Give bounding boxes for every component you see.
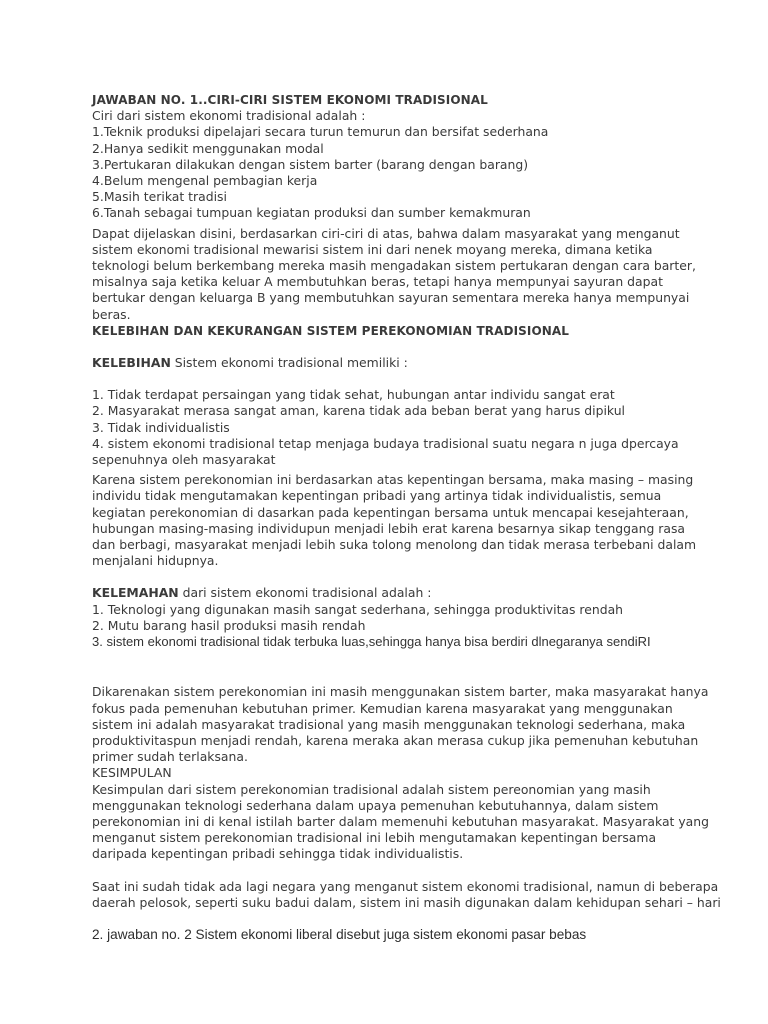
list-item: sepenuhnya oleh masyarakat [92, 452, 276, 468]
list-item: 2. Masyarakat merasa sangat aman, karena tidak ada beban berat yang harus dipikul [92, 403, 625, 419]
list-item: 3.Pertukaran dilakukan dengan sistem barter (barang dengan barang) [92, 156, 529, 172]
paragraph-line: individu tidak mengutamakan kepentingan pribadi yang artinya tidak individualistis, semua [92, 488, 662, 504]
section-heading-kelebihan-kekurangan: KELEBIHAN DAN KEKURANGAN SISTEM PEREKONOMIAN TRADISIONAL [92, 323, 570, 338]
intro-text: Ciri dari sistem ekonomi tradisional adalah : [92, 108, 366, 124]
paragraph-line: primer sudah terlaksana. [92, 749, 248, 765]
paragraph-line: perekonomian ini di kenal istilah barter dalam memenuhi kebutuhan masyarakat. Masyarakat yang [92, 813, 709, 829]
paragraph-line: beras. [92, 306, 131, 322]
paragraph-line: misalnya saja ketika keluar A membutuhkan beras, tetapi hanya mempunyai sayuran dapat [92, 274, 663, 290]
section-heading-jawaban-2: 2. jawaban no. 2 Sistem ekonomi liberal disebut juga sistem ekonomi pasar bebas [92, 926, 587, 942]
paragraph-line: produktivitaspun menjadi rendah, karena meraka akan merasa cukup jika pemenuhan kebutuhan [92, 732, 699, 748]
paragraph-line: hubungan masing-masing individupun menjadi lebih erat karena besarnya sikap tenggang rasa [92, 520, 686, 536]
paragraph-line: Dikarenakan sistem perekonomian ini masih menggunakan sistem barter, maka masyarakat hanya [92, 684, 709, 700]
document-page [92, 92, 721, 943]
list-item: 3. sistem ekonomi tradisional tidak terbuka luas,sehingga hanya bisa berdiri dlnegaranya sendiRI [92, 634, 651, 650]
paragraph-line: kegiatan perekonomian di dasarkan pada kepentingan bersama untuk mencapai kesejahteraan, [92, 504, 689, 520]
paragraph-line: dan berbagi, masyarakat menjadi lebih suka tolong menolong dan tidak merasa terbebani dalam [92, 537, 697, 553]
paragraph-line: fokus pada pemenuhan kebutuhan primer. Kemudian karena masyarakat yang menggunakan [92, 700, 673, 716]
paragraph-line: daripada kepentingan pribadi sehingga tidak individualistis. [92, 846, 464, 862]
paragraph-line: menggunakan teknologi sederhana dalam upaya pemenuhan kebutuhannya, dalam sistem [92, 797, 659, 813]
list-item: 4.Belum mengenal pembagian kerja [92, 173, 318, 189]
paragraph-line: bertukar dengan keluarga B yang membutuhkan sayuran sementara mereka hanya mempunyai [92, 290, 690, 306]
list-item: 4. sistem ekonomi tradisional tetap menjaga budaya tradisional suatu negara n juga dpercaya [92, 435, 679, 451]
section-heading-ciri: JAWABAN NO. 1..CIRI-CIRI SISTEM EKONOMI TRADISIONAL [92, 93, 488, 107]
kelemahan-intro [92, 585, 692, 601]
list-item: 1.Teknik produksi dipelajari secara turun temurun dan bersifat sederhana [92, 124, 549, 140]
kelemahan-intro-text: dari sistem ekonomi tradisional adalah : [178, 585, 432, 601]
list-item: 2.Hanya sedikit menggunakan modal [92, 140, 324, 156]
list-item: 5.Masih terikat tradisi [92, 189, 227, 205]
paragraph-line: daerah pelosok, seperti suku badui dalam, sistem ini masih digunakan dalam kehidupan sehari – hari [92, 894, 721, 910]
paragraph-line: menganut sistem perekonomian tradisional ini lebih mengutamakan kepentingan bersama [92, 830, 657, 846]
list-item: 1. Teknologi yang digunakan masih sangat sederhana, sehingga produktivitas rendah [92, 601, 624, 617]
paragraph-line: Saat ini sudah tidak ada lagi negara yang menganut sistem ekonomi tradisional, namun di beberapa [92, 878, 719, 894]
list-item: 3. Tidak individualistis [92, 419, 230, 435]
paragraph-line: Kesimpulan dari sistem perekonomian tradisional adalah sistem pereonomian yang masih [92, 781, 651, 797]
kelebihan-intro-text: Sistem ekonomi tradisional memiliki : [170, 355, 408, 371]
paragraph-line: teknologi belum berkembang mereka masih mengadakan sistem pertukaran dengan cara barter, [92, 258, 696, 274]
list-item: 1. Tidak terdapat persaingan yang tidak sehat, hubungan antar individu sangat erat [92, 387, 615, 403]
list-item: 6.Tanah sebagai tumpuan kegiatan produksi dan sumber kemakmuran [92, 205, 531, 221]
paragraph-line: sistem ini adalah masyarakat tradisional yang masih menggunakan teknologi sederhana, maka [92, 716, 686, 732]
kelemahan-label: KELEMAHAN [92, 585, 179, 601]
paragraph-line: sistem ekonomi tradisional mewarisi sistem ini dari nenek moyang mereka, dimana ketika [92, 241, 653, 257]
paragraph-line: menjalani hidupnya. [92, 553, 219, 569]
kelebihan-intro [92, 355, 692, 371]
paragraph-line: Dapat dijelaskan disini, berdasarkan ciri-ciri di atas, bahwa dalam masyarakat yang menganut [92, 225, 680, 241]
kelebihan-label: KELEBIHAN [92, 355, 171, 371]
list-item: 2. Mutu barang hasil produksi masih rendah [92, 617, 366, 633]
paragraph-line: Karena sistem perekonomian ini berdasarkan atas kepentingan bersama, maka masing – masing [92, 472, 694, 488]
kesimpulan-label: KESIMPULAN [92, 765, 172, 781]
